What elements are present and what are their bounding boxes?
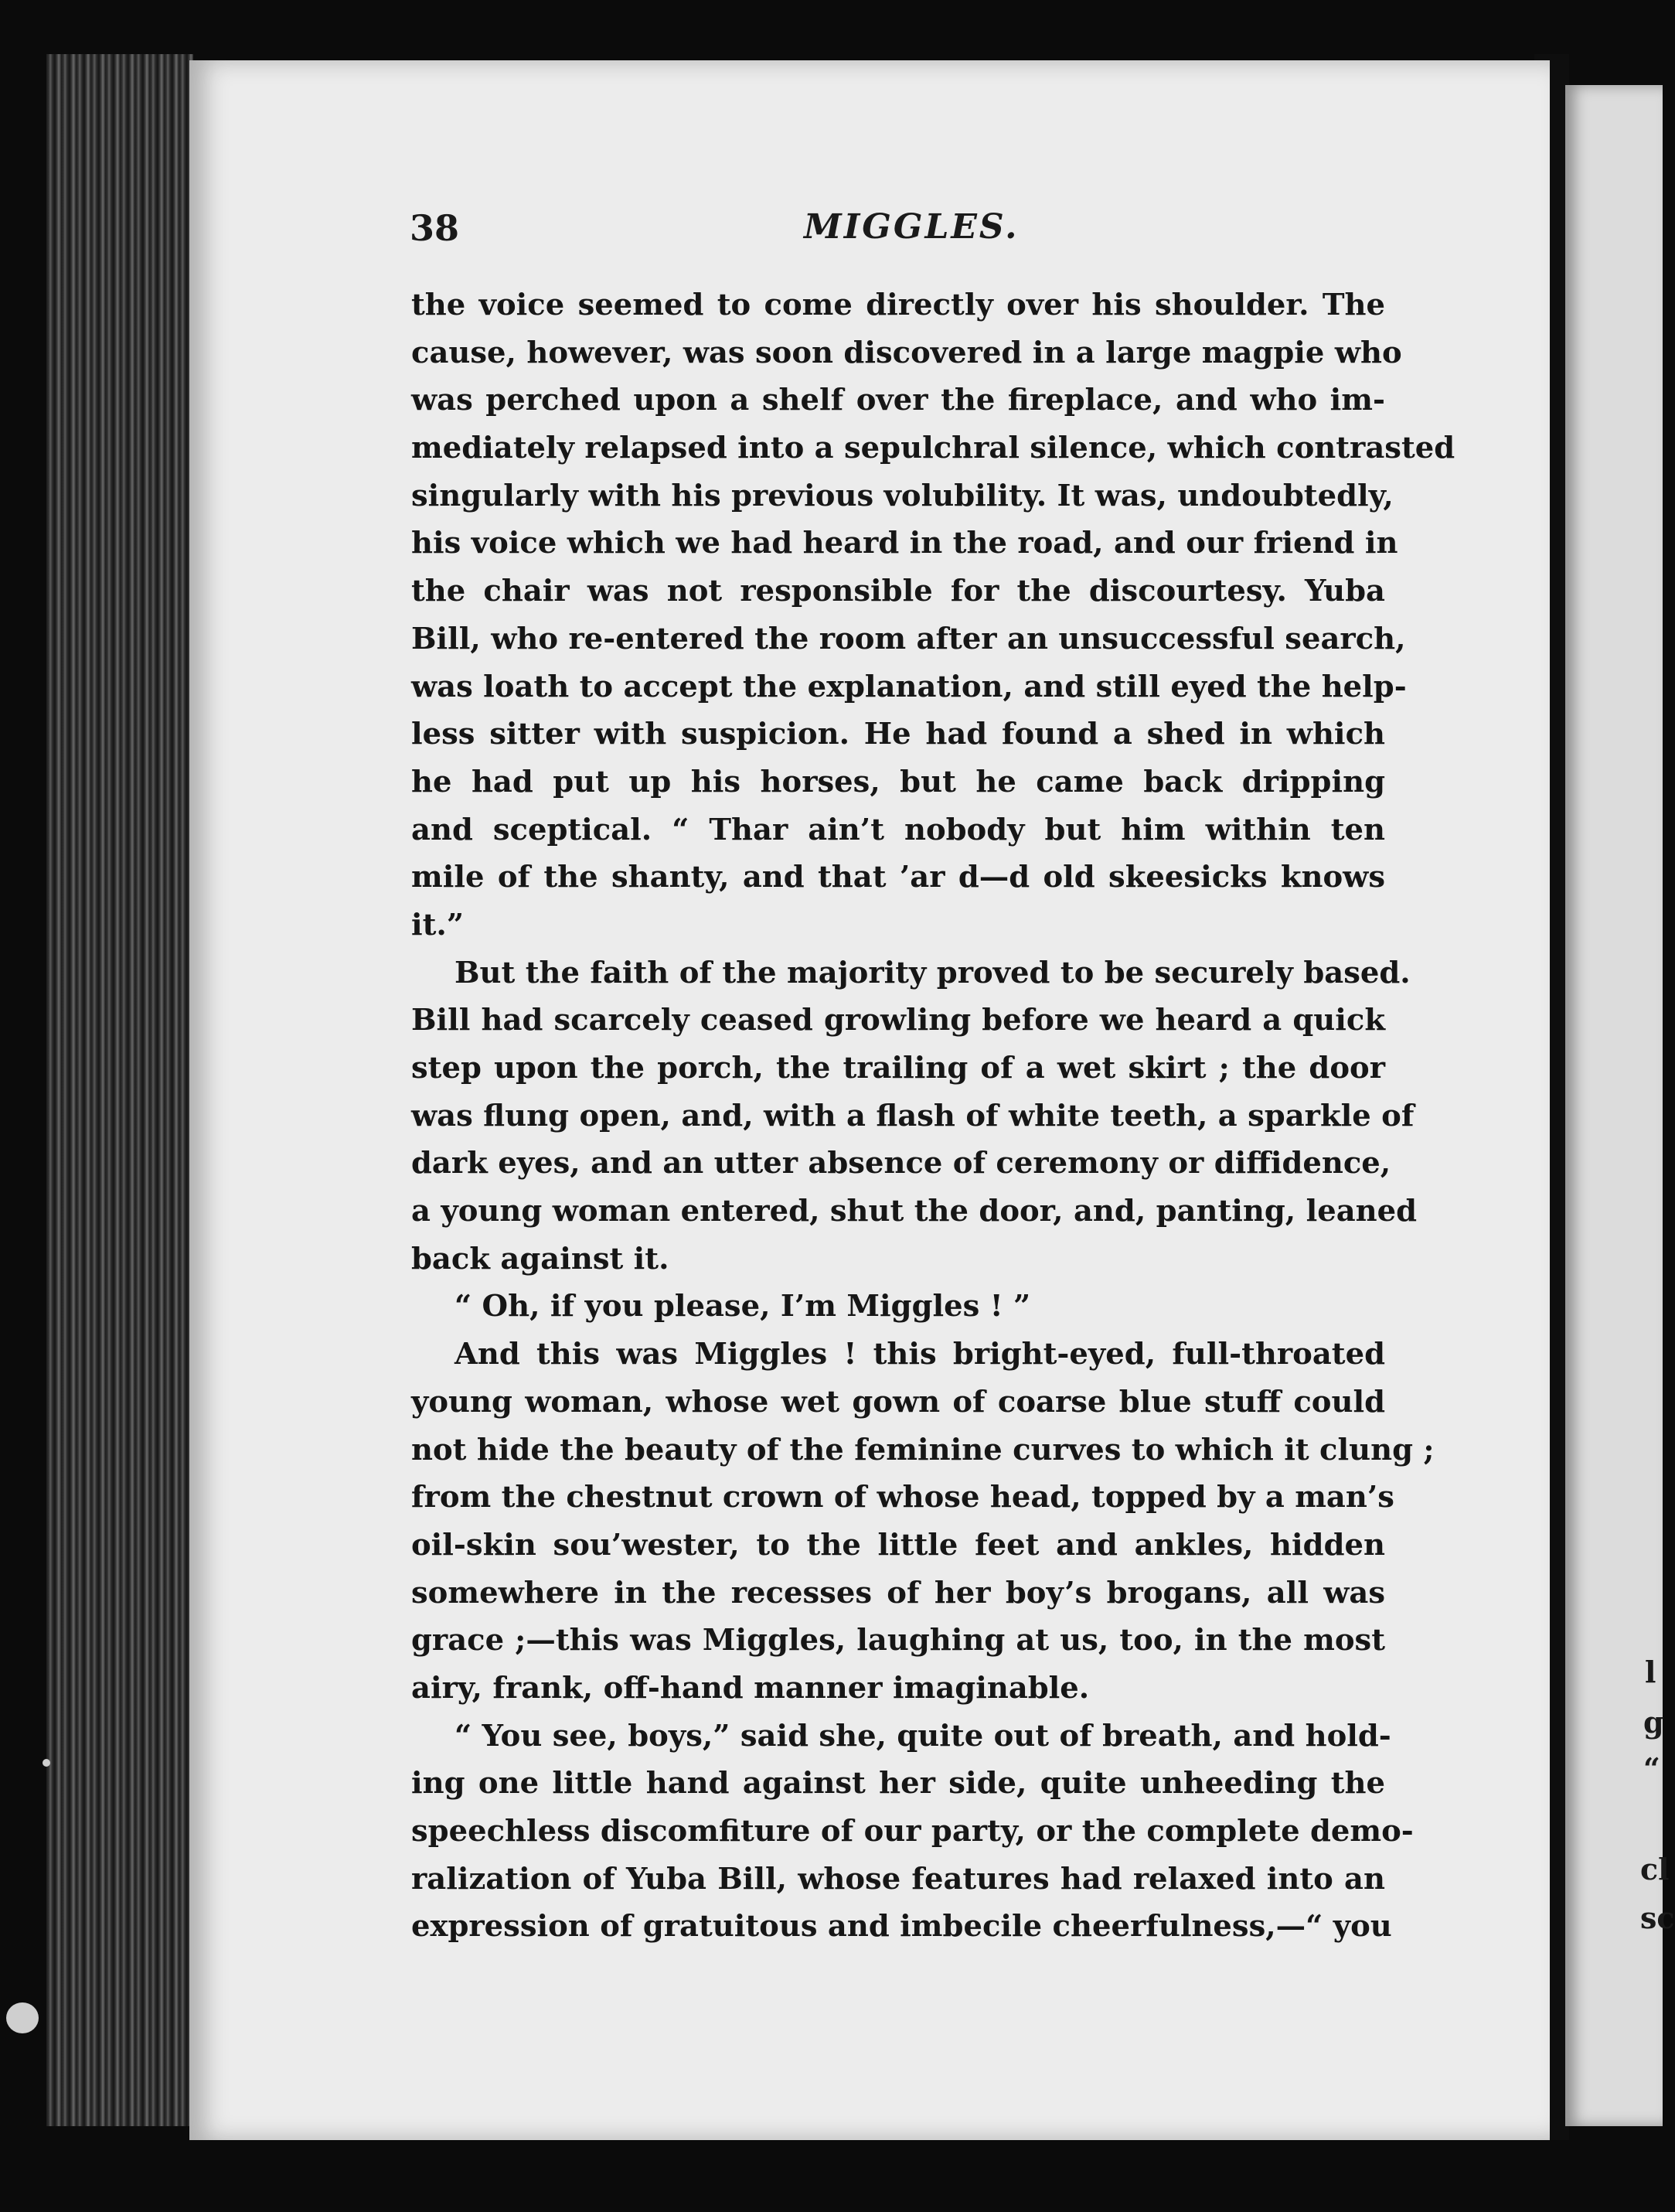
text-line: oil-skin sou’wester, to the little feet and ankles, hidden	[411, 1527, 1385, 1563]
text-line: and sceptical. “ Thar ain’t nobody but him within ten	[411, 812, 1385, 847]
text-line: Bill had scarcely ceased growling before we heard a quick	[411, 1003, 1385, 1038]
text-line: mile of the shanty, and that ’ar d—d old skeesicks knows	[411, 860, 1385, 895]
text-line: Bill, who re-entered the room after an unsuccessful search,	[411, 621, 1406, 656]
text-line: not hide the beauty of the feminine curves to which it clung ;	[411, 1432, 1435, 1467]
text-line: was flung open, and, with a flash of white teeth, a sparkle of	[411, 1098, 1415, 1133]
body-text	[411, 281, 1455, 1951]
page-header	[410, 207, 1391, 254]
facing-page-fragment: l	[1645, 1655, 1656, 1689]
text-line: airy, frank, off-hand manner imaginable.	[411, 1670, 1090, 1706]
text-line: from the chestnut crown of whose head, topped by a man’s	[411, 1480, 1394, 1515]
text-line: mediately relapsed into a sepulchral silence, which contrasted	[411, 431, 1455, 466]
text-line: the voice seemed to come directly over his shoulder. The	[411, 288, 1385, 322]
page-number: 38	[410, 207, 460, 249]
facing-page-fragment: g	[1643, 1705, 1664, 1740]
text-line: singularly with his previous volubility. It was, undoubtedly,	[411, 478, 1394, 513]
text-line: young woman, whose wet gown of coarse blue stuff could	[411, 1384, 1385, 1420]
text-line: dark eyes, and an utter absence of ceremony or diffidence,	[411, 1146, 1391, 1181]
text-line: “ You see, boys,” said she, quite out of breath, and hold-	[454, 1718, 1391, 1754]
scan-speck	[6, 2002, 39, 2033]
text-line: it.”	[411, 907, 464, 942]
facing-page-edge	[1565, 85, 1663, 2126]
scan-bottom-border	[0, 2140, 1663, 2212]
text-line: his voice which we had heard in the road, and our friend in	[411, 526, 1398, 561]
text-line: ralization of Yuba Bill, whose features had relaxed into an	[411, 1861, 1385, 1897]
text-line: back against it.	[411, 1241, 669, 1276]
facing-page-fragment: sc	[1640, 1900, 1675, 1935]
book-spine	[46, 54, 193, 2126]
text-line: step upon the porch, the trailing of a wet skirt ; the door	[411, 1051, 1385, 1086]
text-line: he had put up his horses, but he came back dripping	[411, 764, 1385, 799]
running-head: MIGGLES.	[804, 207, 1020, 247]
text-line: a young woman entered, shut the door, and, panting, leaned	[411, 1194, 1418, 1229]
text-line: the chair was not responsible for the discourtesy. Yuba	[411, 574, 1385, 609]
text-line: And this was Miggles ! this bright-eyed, full-throated	[454, 1337, 1385, 1372]
text-line: cause, however, was soon discovered in a large magpie who	[411, 335, 1402, 370]
text-line: less sitter with suspicion. He had found a shed in which	[411, 717, 1385, 752]
text-line: somewhere in the recesses of her boy’s brogans, all was	[411, 1575, 1385, 1610]
text-line: speechless discomfiture of our party, or the complete demo-	[411, 1814, 1414, 1849]
scan-speck	[43, 1759, 50, 1767]
text-line: ing one little hand against her side, quite unheeding the	[411, 1766, 1385, 1801]
text-line: was perched upon a shelf over the fireplace, and who im-	[411, 383, 1385, 418]
text-line: grace ;—this was Miggles, laughing at us, too, in the most	[411, 1623, 1385, 1658]
text-line: “ Oh, if you please, I’m Miggles ! ”	[454, 1289, 1031, 1324]
text-line: was loath to accept the explanation, and still eyed the help-	[411, 669, 1407, 704]
text-line: expression of gratuitous and imbecile cheerfulness,—“ you	[411, 1909, 1392, 1944]
facing-page-fragment: cl	[1640, 1852, 1670, 1887]
text-line: But the faith of the majority proved to be securely based.	[454, 955, 1411, 990]
facing-page-fragment: “	[1643, 1751, 1660, 1786]
